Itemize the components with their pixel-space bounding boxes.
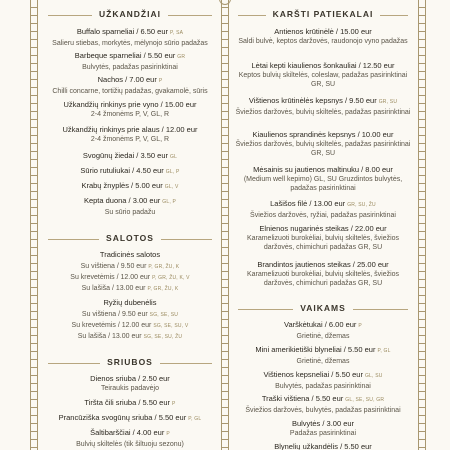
item-name: Barbeque sparneliai / 5.50 eur [74, 51, 176, 60]
item-description: 2-4 žmonėms P, V, GL, R [90, 110, 170, 118]
section-title: UŽKANDŽIAI [92, 9, 168, 19]
menu-item [234, 96, 412, 117]
item-name: Užkandžių rinkinys prie alaus / 12.00 eur [62, 125, 198, 134]
item-name: Lėtai kepti kiaulienos šonkauliai / 12.50 eur [251, 61, 395, 70]
allergen-tag: GL, P [165, 169, 180, 175]
menu-item [44, 51, 216, 72]
item-variant: Su vištiena / 9.50 eur [80, 263, 147, 270]
item-variant: Su krevetėmis / 12.00 eur [70, 274, 151, 281]
item-name: Krabų žnyplės / 5.00 eur [81, 181, 163, 190]
menu-item [234, 260, 412, 289]
item-name: Tiršta čili sriuba / 5.50 eur [84, 398, 171, 407]
menu-item [44, 261, 216, 273]
menu-item [234, 199, 412, 220]
item-name: Tradicinės salotos [99, 250, 161, 259]
item-description: Chilli concarne, tortižių padažas, gvakamolė, sūris [52, 87, 208, 95]
item-name: Brandintos jautienos steikas / 25.00 eur [257, 260, 389, 269]
menu-item [44, 413, 216, 425]
menu-item [234, 442, 412, 450]
menu-item [44, 309, 216, 321]
item-name: Kepta duona / 3.00 eur [83, 196, 161, 205]
section-title: VAIKAMS [293, 303, 353, 313]
allergen-tag: GR, SU [378, 99, 398, 105]
allergen-tag: SG, SE, SU, V [153, 323, 189, 329]
item-name: Nachos / 7.00 eur [97, 75, 157, 84]
menu-item [44, 125, 216, 144]
item-description: Grietinė, džemas [296, 332, 350, 340]
item-name: Bulvytės / 3.00 eur [291, 419, 355, 428]
menu-item [44, 272, 216, 284]
item-description: Keptos bulvių skiltelės, coleslaw, padažas pasirinktinai GR, SU [238, 71, 408, 88]
item-variant: Su lašiša / 13.00 eur [81, 285, 146, 292]
menu-item [44, 428, 216, 449]
item-name: Buffalo sparneliai / 6.50 eur [76, 27, 169, 36]
section-header-vaikams [234, 302, 412, 318]
item-description: Bulvytės, padažas pasirinktinai [275, 382, 371, 390]
item-variant: Su lašiša / 13.00 eur [77, 333, 142, 340]
menu-item [44, 75, 216, 96]
left-decorative-rail [26, 0, 42, 450]
item-description: Šviežios daržovės, bulvytės, padažas pasirinktinai [245, 406, 401, 414]
allergen-tag: P, SA [170, 30, 184, 36]
section-header-sriubos [44, 356, 216, 372]
menu-item [44, 181, 216, 193]
item-variant: Su krevetėmis / 12.00 eur [71, 322, 152, 329]
allergen-tag: P, GL [377, 348, 391, 354]
item-name: Vištienos krūtinėlės kepsnys / 9.50 eur [248, 96, 377, 105]
allergen-tag: P [158, 78, 163, 84]
item-description: Karamelizuoti burokėliai, bulvių skiltelės, šviežios daržovės, chimichuri padažas GR, SU [246, 270, 400, 287]
menu-item [44, 151, 216, 163]
item-name: Elnienos nugarinės steikas / 22.00 eur [259, 224, 387, 233]
item-name: Prancūziška svogūnų sriuba / 5.50 eur [58, 413, 187, 422]
allergen-tag: P, GR, ŽU, K, V [152, 275, 190, 281]
menu-item [44, 196, 216, 217]
menu-item [44, 398, 216, 410]
menu-item [234, 61, 412, 90]
item-description: Šviežios daržovės, bulvių skiltelės, padažas pasirinktinai GR, SU [235, 140, 411, 157]
allergen-tag: P, GL [188, 416, 202, 422]
menu-item [234, 224, 412, 253]
menu-item [44, 320, 216, 332]
item-name: Antienos krūtinėlė / 15.00 eur [274, 27, 372, 36]
section-header-uzkandziai [44, 8, 216, 24]
item-description: Salieru stiebas, morkytės, mėlynojo sūrio padažas [52, 39, 208, 47]
menu-item [234, 130, 412, 159]
middle-decorative-rail [217, 0, 233, 450]
allergen-tag: SG, SE, SU [149, 312, 179, 318]
allergen-tag: P, GR, ŽU, K [147, 286, 179, 292]
menu-item [44, 100, 216, 119]
allergen-tag: P [358, 323, 362, 329]
item-name: Mėsainis su jautienos maltinuku / 8.00 eur [253, 165, 393, 174]
item-description: Bulvytės, padažas pasirinktinai [82, 63, 178, 71]
item-description: (Medium well kepimo) GL, SU Gruzdintos bulvytės, padažas pasirinktinai [243, 175, 403, 192]
menu-item [44, 283, 216, 295]
item-description: Bulvių skiltelės (tik šiltuoju sezonu) [76, 440, 184, 448]
menu-item [44, 374, 216, 393]
item-name: Svogūnų žiedai / 3.50 eur [82, 151, 168, 160]
menu-item [234, 419, 412, 438]
menu-item [44, 298, 216, 308]
item-name: Šaltibarščiai / 4.00 eur [90, 428, 165, 437]
section-title: SRIUBOS [100, 357, 160, 367]
allergen-tag: P, GR, ŽU, K [148, 264, 180, 270]
item-name: Lašišos filė / 13.00 eur [270, 199, 346, 208]
item-description: Teiraukis padavėjo [101, 384, 159, 392]
menu-item [234, 320, 412, 341]
item-description: Saldi bulvė, keptos daržovės, raudonojo vyno padažas [238, 37, 408, 45]
item-description: Šviežios daržovės, bulvių skiltelės, padažas pasirinktinai [235, 108, 411, 116]
allergen-tag: GL, SU [364, 373, 383, 379]
item-description: Šviežios daržovės, ryžiai, padažas pasirinktinai [250, 211, 396, 219]
item-name: Kiaulienos sprandinės kepsnys / 10.00 eur [252, 130, 394, 139]
allergen-tag: P [172, 401, 176, 407]
menu-item [44, 250, 216, 260]
section-header-karsti-patiekalai [234, 8, 412, 24]
item-name: Traški vištiena / 5.50 eur [261, 394, 344, 403]
item-description: 2-4 žmonėms P, V, GL, R [90, 135, 170, 143]
item-name: Blynelių užkandėlis / 5.50 eur [274, 442, 372, 450]
allergen-tag: GR, SU, ŽU [347, 202, 376, 208]
menu-item [44, 331, 216, 343]
item-name: Mini amerikietiški blyneliai / 5.50 eur [255, 345, 376, 354]
item-name: Vištienos kepsneliai / 5.50 eur [263, 370, 363, 379]
right-decorative-rail [414, 0, 430, 450]
item-description: Grietinė, džemas [296, 357, 350, 365]
item-description: Karamelizuoti burokėliai, bulvių skiltelės, šviežios daržovės, chimichuri padažas GR, SU [246, 234, 400, 251]
item-name: Varškėtukai / 6.00 eur [284, 320, 357, 329]
section-title: KARŠTI PATIEKALAI [266, 9, 381, 19]
menu-item [44, 27, 216, 48]
item-description: Padažas pasirinktinai [289, 429, 357, 437]
allergen-tag: GL, P [162, 199, 177, 205]
menu-item [234, 370, 412, 391]
item-name: Dienos sriuba / 2.50 eur [90, 374, 170, 383]
allergen-tag: GL, SE, SU, GR [345, 397, 385, 403]
allergen-tag: GR [177, 54, 186, 60]
section-title: SALOTOS [99, 233, 161, 243]
item-name: Užkandžių rinkinys prie vyno / 15.00 eur [63, 100, 197, 109]
menu-item [234, 27, 412, 46]
allergen-tag: SG, SE, SU, ŽU [143, 334, 183, 340]
item-name: Ryžių dubenėlis [103, 298, 157, 307]
menu-item [234, 345, 412, 366]
menu-item [234, 394, 412, 415]
item-variant: Su vištiena / 9.50 eur [81, 311, 148, 318]
allergen-tag: GL, V [164, 184, 179, 190]
menu-item [234, 165, 412, 194]
allergen-tag: P [166, 431, 170, 437]
item-description: Su sūrio padažu [104, 208, 156, 216]
section-header-salotos [44, 232, 216, 248]
menu-item [44, 166, 216, 178]
allergen-tag: GL [169, 154, 178, 160]
item-name: Sūrio rutuliukai / 4.50 eur [80, 166, 164, 175]
